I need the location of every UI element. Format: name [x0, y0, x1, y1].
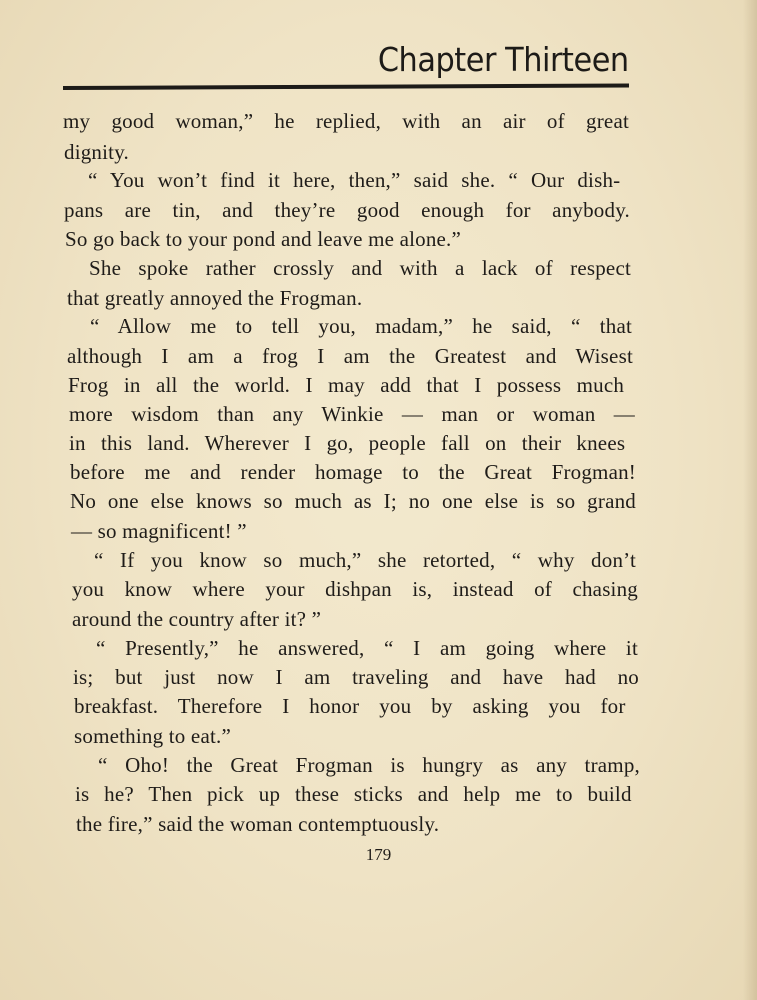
text-line: “ Oho! the Great Frogman is hungry as any tramp, [98, 753, 640, 777]
text-line: is; but just now I am traveling and have had no [73, 665, 639, 689]
text-line: “ You won’t find it here, then,” said she. “ Our dish- [88, 168, 621, 192]
text-line: So go back to your pond and leave me alone.” [65, 227, 462, 251]
text-line: No one else knows so much as I; no one else is so grand [70, 489, 636, 513]
text-line: in this land. Wherever I go, people fall on their knees [69, 431, 626, 455]
text-line: around the country after it? ” [72, 607, 322, 631]
chapter-title: Chapter Thirteen [378, 40, 629, 79]
text-line: dignity. [64, 140, 129, 164]
text-line: She spoke rather crossly and with a lack of respect [89, 256, 631, 280]
text-line: my good woman,” he replied, with an air of great [63, 109, 629, 133]
text-line: although I am a frog I am the Greatest and Wisest [67, 344, 633, 368]
text-line: “ Presently,” he answered, “ I am going where it [96, 636, 638, 660]
text-line: Frog in all the world. I may add that I possess much [68, 373, 625, 397]
page-number: 179 [365, 845, 392, 864]
text-line: the fire,” said the woman contemptuously. [76, 812, 440, 836]
text-line: more wisdom than any Winkie — man or woman — [69, 402, 635, 426]
text-line: breakfast. Therefore I honor you by asking you for [74, 694, 626, 718]
text-line: “ Allow me to tell you, madam,” he said, “ that [90, 314, 632, 338]
text-line: that greatly annoyed the Frogman. [67, 286, 363, 310]
text-line: — so magnificent! ” [71, 519, 247, 543]
text-line: “ If you know so much,” she retorted, “ why don’t [94, 548, 636, 572]
text-line: you know where your dishpan is, instead of chasing [72, 577, 638, 601]
text-line: is he? Then pick up these sticks and help me to build [75, 782, 632, 806]
text-line: before me and render homage to the Great Frogman! [70, 460, 636, 484]
text-line: pans are tin, and they’re good enough for anybody. [64, 198, 630, 222]
text-line: something to eat.” [74, 724, 231, 748]
